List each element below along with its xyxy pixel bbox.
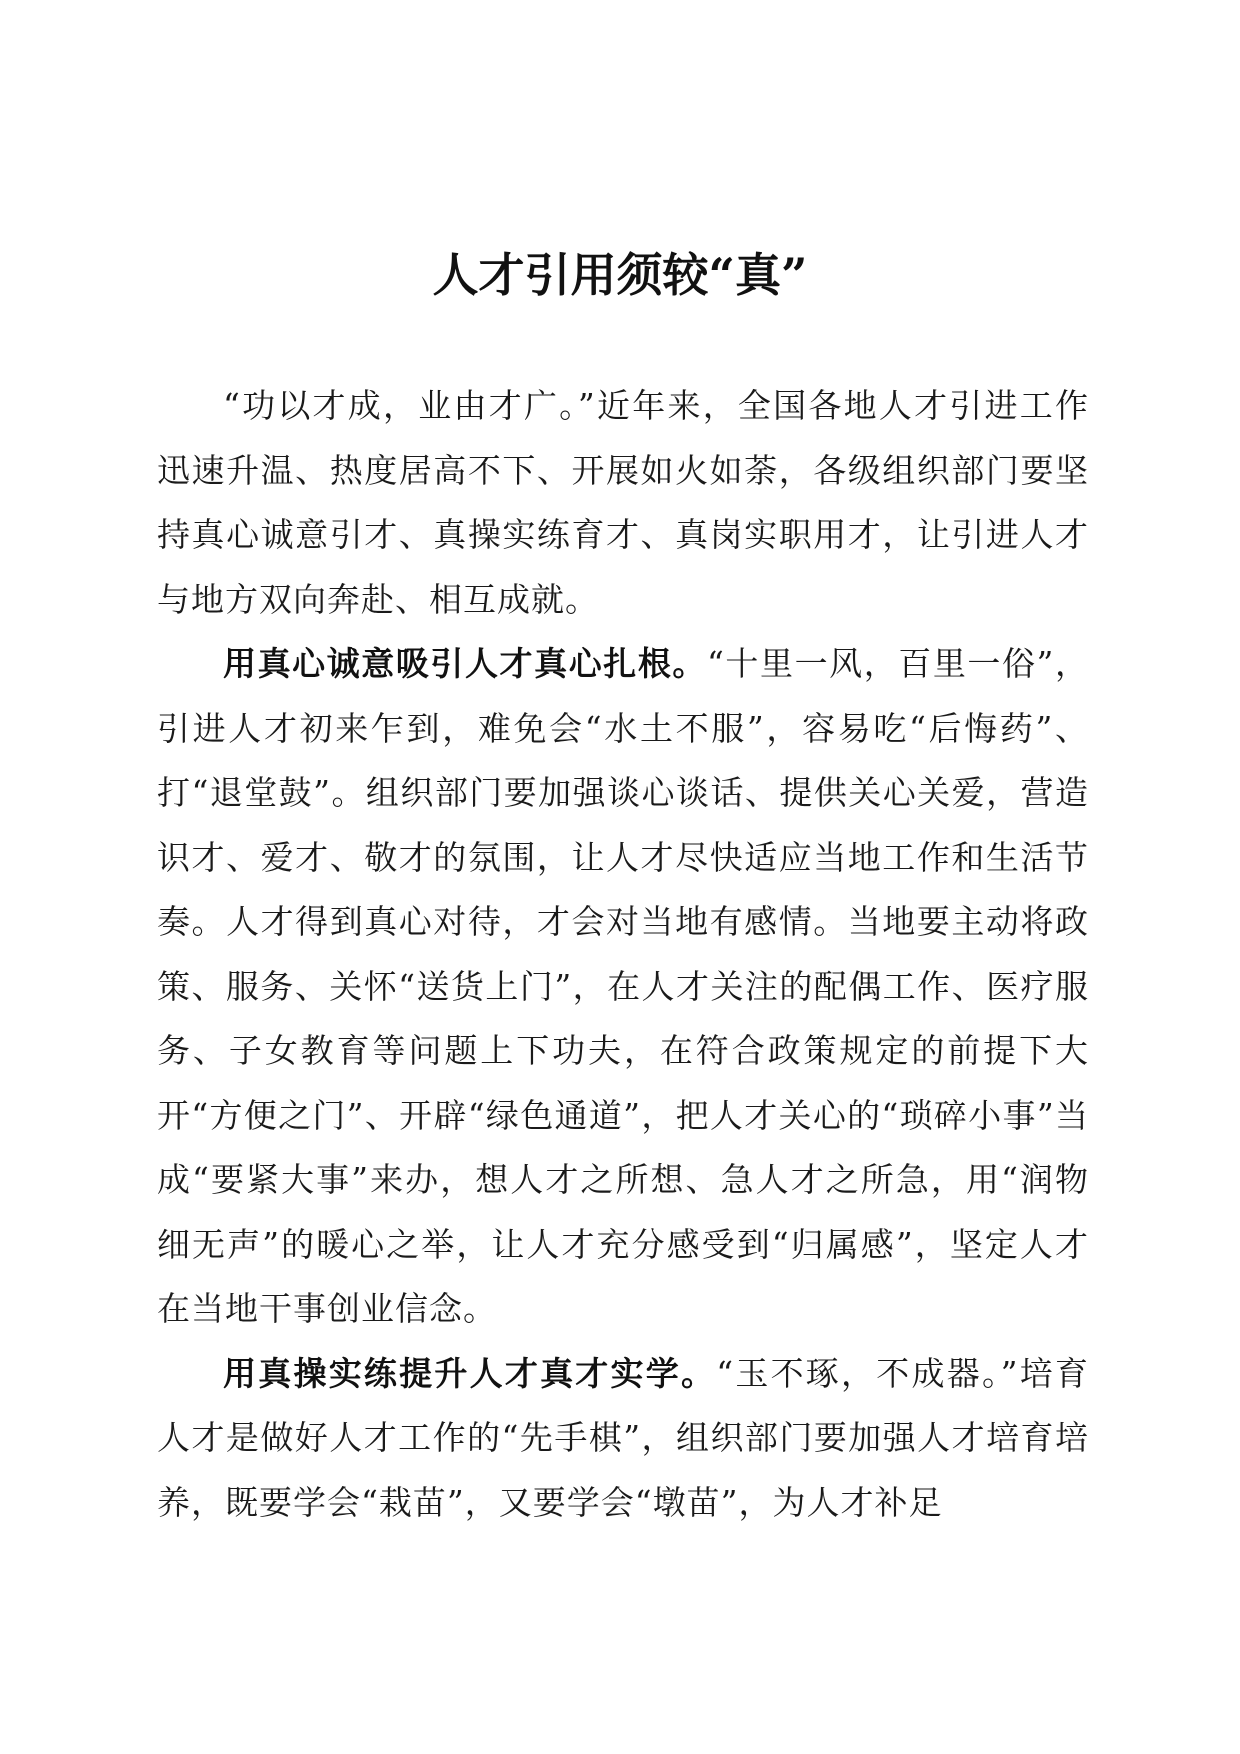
document-body [157, 374, 1089, 1535]
paragraph-text: “玉不琢，不成器。”培育人才是做好人才工作的“先手棋”，组织部门要加强人才培育培养，既要学会“栽苗”，又要学会“墩苗”，为人才补足 [157, 1353, 1090, 1522]
paragraph-section-1 [157, 632, 1089, 1342]
paragraph-lead-heading: 用真操实练提升人才真才实学。 [223, 1353, 717, 1393]
paragraph-lead-heading: 用真心诚意吸引人才真心扎根。 [223, 644, 707, 683]
paragraph-text: “十里一风，百里一俗”，引进人才初来乍到，难免会“水土不服”，容易吃“后悔药”、打“退堂鼓”。组织部门要加强谈心谈话、提供关心关爱，营造识才、爱才、敬才的氛围，让人才尽快适应当地工作和生活节奏。人才得到真心对待，才会对当地有感情。当地要主动将政策、服务、关怀“送货上门”，在人才关注的配偶工作、医疗服务、子女教育等问题上下功夫，在符合政策规定的前提下大开“方便之门”、开辟“绿色通道”，把人才关心的“琐碎小事”当成“要紧大事”来办，想人才之所想、急人才之所急，用“润物细无声”的暖心之举，让人才充分感受到“归属感”，坚定人才在当地干事创业信念。 [157, 644, 1089, 1328]
paragraph-section-2 [157, 1342, 1089, 1536]
paragraph-intro [157, 374, 1089, 632]
paragraph-text: “功以才成，业由才广。”近年来，全国各地人才引进工作迅速升温、热度居高不下、开展如火如荼，各级组织部门要坚持真心诚意引才、真操实练育才、真岗实职用才，让引进人才与地方双向奔赴、相互成就。 [157, 386, 1089, 619]
document-title: 人才引用须较“真” [432, 248, 808, 302]
